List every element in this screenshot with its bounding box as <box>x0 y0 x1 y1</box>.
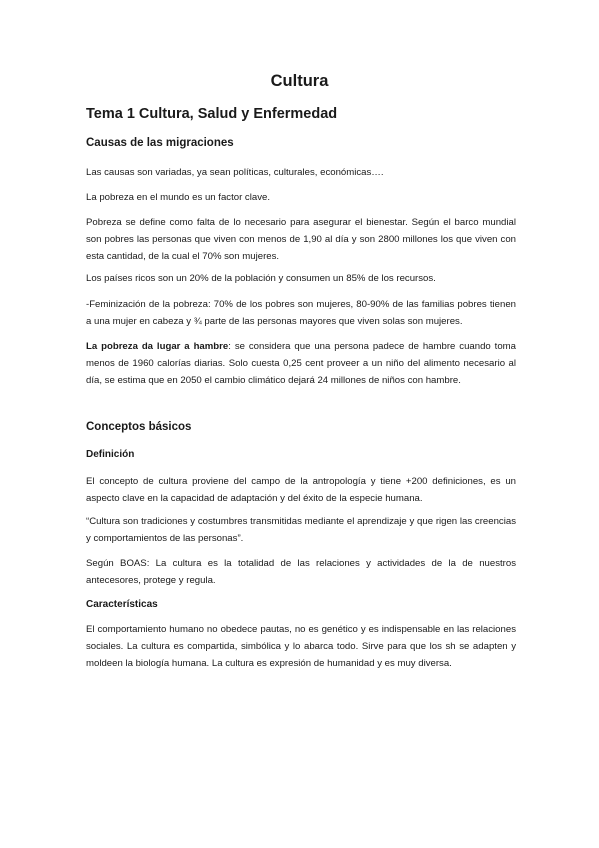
paragraph-hambre <box>86 338 516 389</box>
paragraph: Pobreza se define como falta de lo necesario para asegurar el bienestar. Según el barco mundial son pobres las personas que viven con menos de 1,90 al día y son 2800 millones los que viven con esta cantidad, de la cual el 70% son mujeres. <box>86 217 516 262</box>
paragraph: Los países ricos son un 20% de la población y consumen un 85% de los recursos. <box>86 273 436 284</box>
paragraph-quote: “Cultura son tradiciones y costumbres transmitidas mediante el aprendizaje y que rigen las creencias y comportamientos de las personas”. <box>86 516 516 544</box>
paragraph: El concepto de cultura proviene del campo de la antropología y tiene +200 definiciones, es un aspecto clave en la capacidad de adaptación y del éxito de la especie humana. <box>86 476 516 504</box>
section-heading-migraciones: Causas de las migraciones <box>86 137 234 149</box>
paragraph: El comportamiento humano no obedece pautas, no es genético y es indispensable en las relaciones sociales. La cultura es compartida, simbólica y lo abarca todo. Sirve para que los sh se adapten y moldeen la biología humana. La cultura es expresión de humanidad y es muy diversa. <box>86 624 516 669</box>
section-heading-conceptos: Conceptos básicos <box>86 421 192 433</box>
paragraph: -Feminización de la pobreza: 70% de los pobres son mujeres, 80-90% de las familias pobres tienen a una mujer en cabeza y ¾ parte de las personas mayores que viven solas son mujeres. <box>86 299 516 327</box>
topic-heading: Tema 1 Cultura, Salud y Enfermedad <box>86 106 338 122</box>
document-title: Cultura <box>270 72 329 90</box>
paragraph: Según BOAS: La cultura es la totalidad de las relaciones y actividades de la de nuestros antecesores, protege y regula. <box>86 558 516 586</box>
paragraph: Las causas son variadas, ya sean políticas, culturales, económicas…. <box>86 167 384 178</box>
paragraph: La pobreza en el mundo es un factor clave. <box>86 192 270 203</box>
subheading-definicion: Definición <box>86 449 135 460</box>
bold-lead-text: La pobreza da lugar a hambre <box>86 341 229 352</box>
subheading-caracteristicas: Características <box>86 599 158 610</box>
paragraph-text: : se considera que una persona padece de hambre cuando toma menos de 1960 calorías diarias. Solo cuesta 0,25 cent proveer a un niño del alimento necesario al día, se estima que en 2050 el cambio climático dejará 24 millones de niños con hambre. <box>86 341 516 386</box>
